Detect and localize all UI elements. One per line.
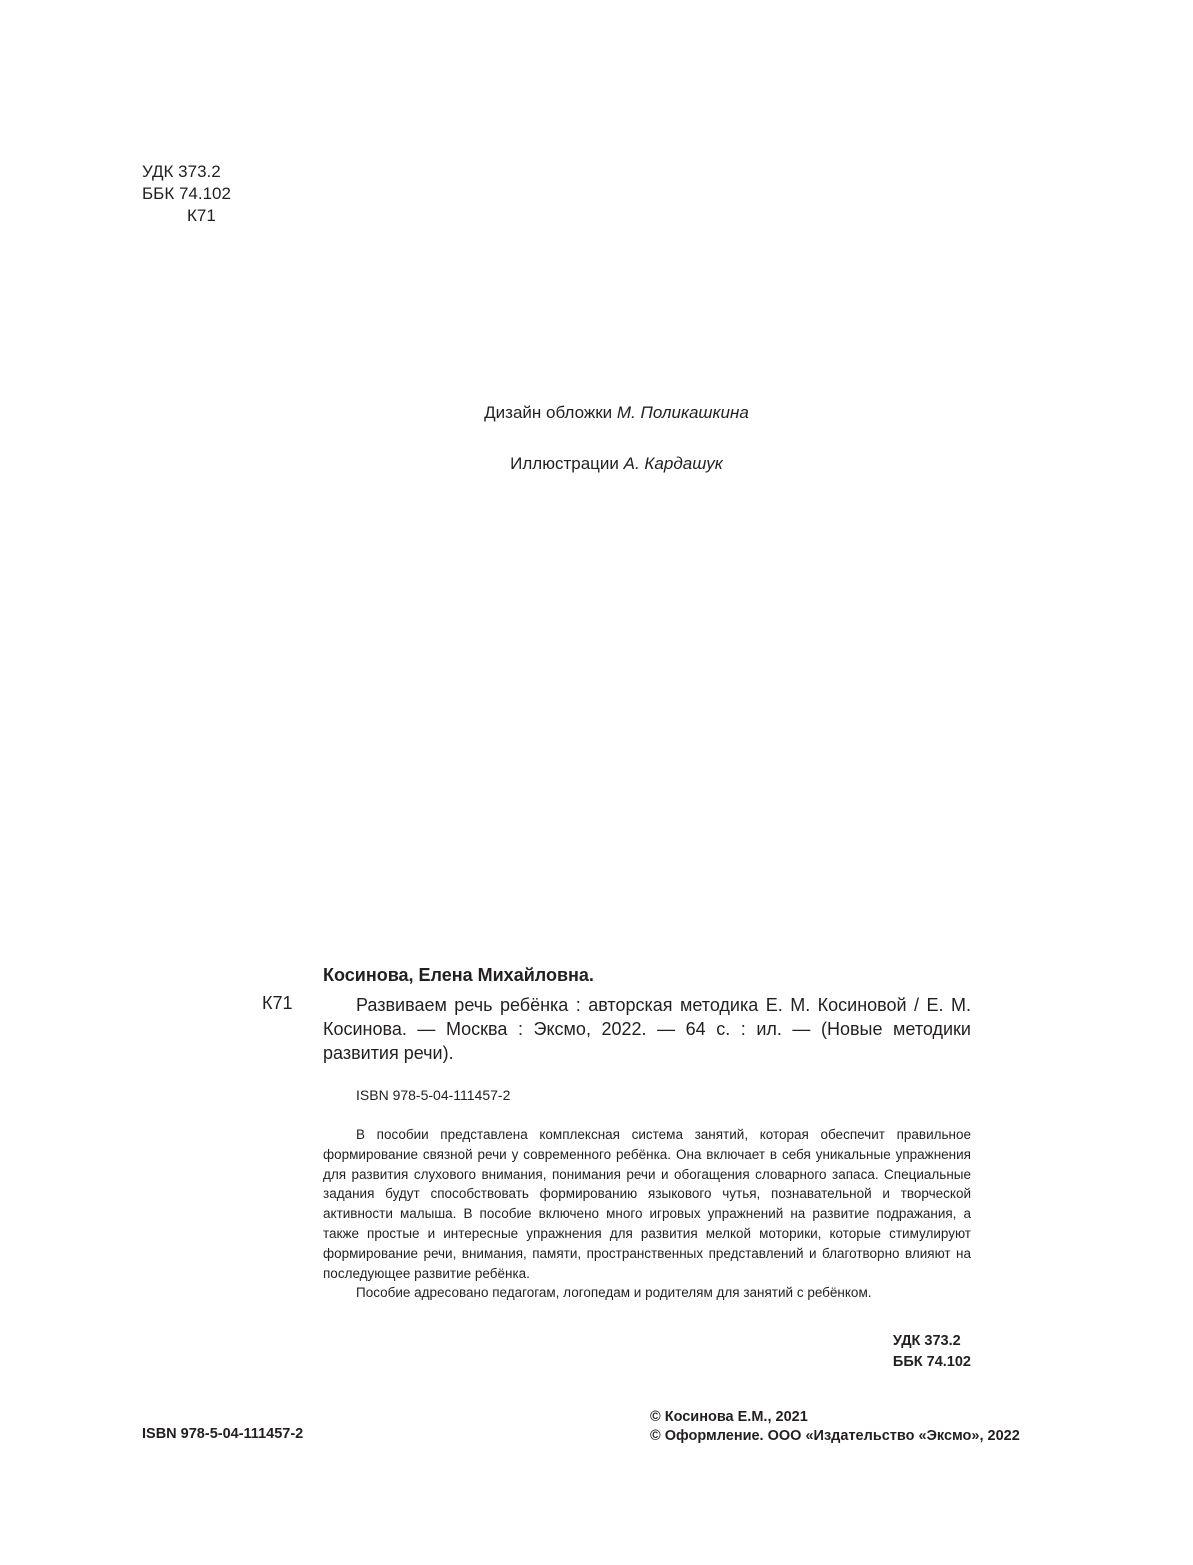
annotation-paragraph-1: В пособии представлена комплексная система занятий, которая обеспечит правильное формирование связной речи у современного ребёнка. Она включает в себя уникальные упражнения для развития слухового внимания, понимания речи и обогащения словарного запаса. Специальные задания будут способствовать формированию языкового чутья, познавательной и творческой активности малыша. В пособие включено много игровых упражнений на развитие подражания, а также простые и интересные упражнения для развития мелкой моторики, которые стимулируют формирование речи, внимания, памяти, пространственных представлений и благотворно влияют на последующее развитие ребёнка. <box>323 1127 971 1281</box>
classification-top <box>142 161 231 227</box>
illustrations-label: Иллюстрации <box>510 454 619 473</box>
cover-design-label: Дизайн обложки <box>484 403 613 422</box>
copyright-author: © Косинова Е.М., 2021 <box>650 1409 808 1425</box>
annotation <box>323 1125 971 1303</box>
bbk-code: ББК 74.102 <box>142 184 231 203</box>
record-description <box>323 993 971 1065</box>
udk-code-bottom: УДК 373.2 <box>892 1333 961 1349</box>
annotation-paragraph-2: Пособие адресовано педагогам, логопедам и родителям для занятий с ребёнком. <box>356 1285 872 1301</box>
record-author-mark: К71 <box>262 993 293 1013</box>
illustrations-name: А. Кардашук <box>623 454 723 473</box>
cover-design-credit <box>0 403 1193 423</box>
record-description-text: Развиваем речь ребёнка : авторская методика Е. М. Косиновой / Е. М. Косинова. — Москва : Эксмо, 2022. — 64 с. : ил. — (Новые методики развития речи). <box>323 995 971 1063</box>
copyright-block <box>650 1408 1020 1446</box>
udk-code: УДК 373.2 <box>142 162 221 181</box>
record-author: Косинова, Елена Михайловна. <box>323 965 594 985</box>
bbk-code-bottom: ББК 74.102 <box>892 1353 971 1370</box>
classification-bottom <box>893 1331 971 1372</box>
copyright-design: © Оформление. ООО «Издательство «Эксмо», 2022 <box>650 1428 1020 1444</box>
record-isbn: ISBN 978-5-04-111457-2 <box>356 1087 511 1103</box>
cover-design-name: М. Поликашкина <box>616 403 749 422</box>
illustrations-credit <box>0 454 1193 474</box>
footer-isbn: ISBN 978-5-04-111457-2 <box>142 1426 304 1442</box>
author-mark: К71 <box>187 206 216 225</box>
